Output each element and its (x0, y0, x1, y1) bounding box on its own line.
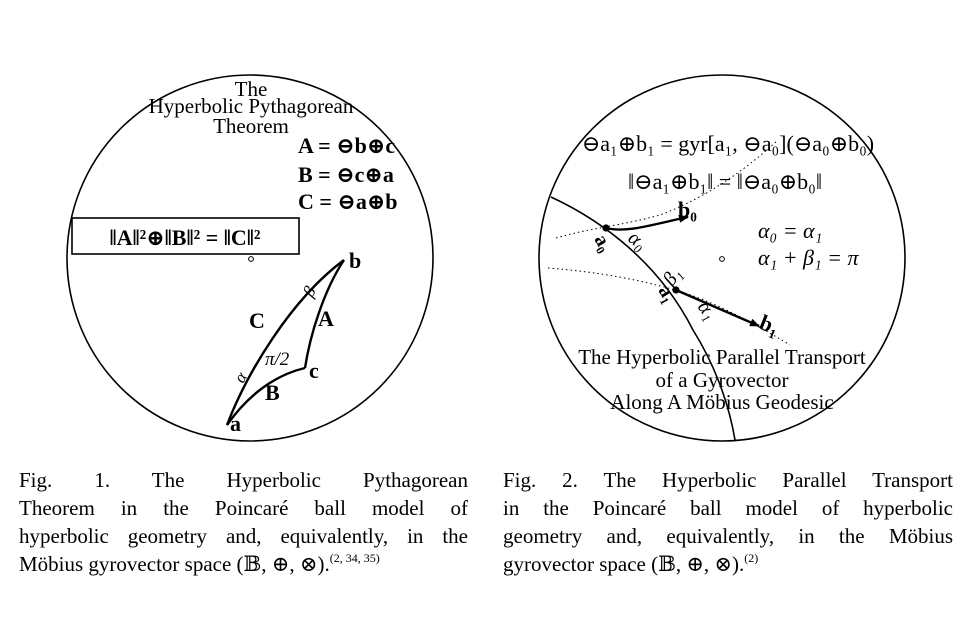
fig2-title-line-2: of a Gyrovector (655, 368, 789, 392)
figure-2 (539, 75, 905, 441)
fig2-equation-4: α₁ + β₁ = π (758, 245, 859, 270)
figure-2-caption (503, 466, 953, 578)
vertex-c-label: c (309, 358, 319, 383)
caption-1-last-line (19, 550, 468, 578)
figure-1-caption (19, 466, 468, 578)
fig1-eq-A: A = ⊖b⊕c (298, 133, 396, 158)
fig2-equation-3: α₀ = α₁ (758, 218, 823, 243)
fig2-equation-1: ⊖a₁⊕b₁ = gyr[a₁, ⊖a₀](⊖a₀⊕b₀) (581, 131, 875, 156)
fig1-title-line-2: Hyperbolic Pythagorean (148, 94, 354, 118)
disk-center-1 (249, 257, 254, 262)
fig1-eq-B: B = ⊖c⊕a (298, 162, 394, 187)
label-beta1: β₁ (658, 263, 687, 291)
caption-2-line: in the Poincaré ball model of hyperbolic (503, 496, 953, 520)
caption-2-last-line (503, 550, 953, 578)
fig2-title-line-1: The Hyperbolic Parallel Transport (578, 345, 866, 369)
disk-center-2 (720, 257, 725, 262)
vertex-b-label: b (349, 248, 362, 273)
label-alpha0: α₀ (623, 226, 652, 255)
caption-1-line: hyperbolic geometry and, equivalently, in the (19, 524, 468, 548)
fig1-title-line-3: Theorem (213, 114, 289, 138)
caption-2-line: Fig. 2. The Hyperbolic Parallel Transport (503, 468, 953, 492)
fig1-eq-C: C = ⊖a⊕b (298, 189, 398, 214)
side-B-label: B (265, 380, 280, 405)
fig1-title-line-1: The (234, 77, 268, 101)
side-C-geodesic (227, 260, 344, 425)
caption-1-references: (2, 34, 35) (329, 551, 380, 565)
figure-1 (67, 75, 433, 441)
side-C-label: C (249, 308, 265, 333)
fig2-title-line-3: Along A Möbius Geodesic (610, 390, 834, 414)
boxed-equation: ‖A‖²⊕‖B‖² = ‖C‖² (109, 225, 261, 250)
label-b0: b₀ (678, 197, 697, 222)
caption-2-line: geometry and, equivalently, in the Möbius (503, 524, 953, 548)
angle-beta-label: β (299, 283, 320, 300)
gyrovector-a0-b0 (605, 217, 688, 230)
caption-2-references: (2) (744, 551, 759, 565)
caption-1-line-text: Möbius gyrovector space (𝔹, ⊕, ⊗). (19, 552, 330, 576)
vertex-a-label: a (230, 411, 241, 436)
label-b1: b₁ (756, 309, 783, 340)
caption-1-line: Theorem in the Poincaré ball model of (19, 496, 468, 520)
fig2-equation-2: ‖⊖a₁⊕b₁‖ = ‖⊖a₀⊕b₀‖ (627, 169, 823, 194)
label-a0: a₀ (589, 230, 617, 256)
label-alpha1: α₁ (693, 296, 722, 324)
side-A-label: A (318, 306, 334, 331)
label-a1: a₁ (653, 281, 681, 307)
caption-2-line-text: gyrovector space (𝔹, ⊕, ⊗). (503, 552, 745, 576)
caption-1-line: Fig. 1. The Hyperbolic Pythagorean (19, 468, 468, 492)
right-angle-label: π/2 (265, 349, 290, 370)
angle-alpha-label: α (230, 368, 251, 386)
